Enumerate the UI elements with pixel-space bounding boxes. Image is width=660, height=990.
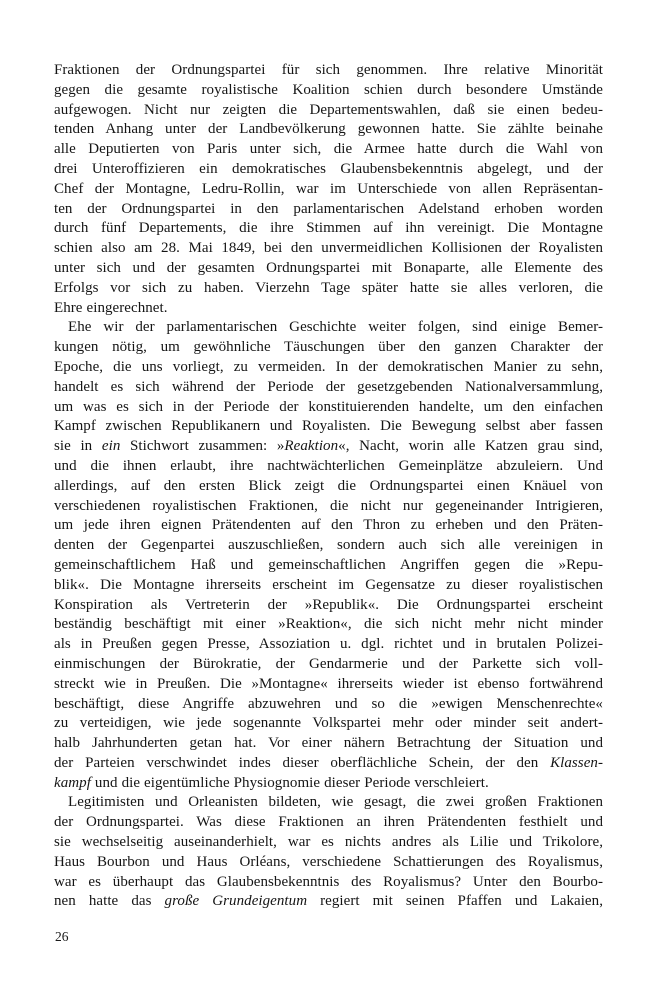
text-run: um jede ihren eignen Prätendenten auf den Thron zu erheben und den Präten- [54, 517, 603, 534]
page-number: 26 [55, 929, 69, 944]
text-line [54, 793, 603, 813]
text-run: verschiedenen royalistischen Fraktionen, die nicht nur gegeneinander Intrigieren, [54, 497, 603, 514]
paragraph [54, 793, 603, 912]
text-line [54, 576, 603, 596]
text-line [54, 714, 603, 734]
text-run: drei Unteroffizieren ein demokratisches Glaubensbekenntnis abgelegt, und der [54, 160, 603, 177]
text-run: nen hatte das [54, 893, 165, 910]
text-run: schien also am 28. Mai 1849, bei den unvermeidlichen Kollisionen der Royalisten [54, 240, 603, 257]
text-line [54, 774, 603, 794]
text-run: Ehe wir der parlamentarischen Geschichte weiter folgen, sind einige Bemer- [68, 319, 603, 336]
text-line [54, 378, 603, 398]
text-line [54, 596, 603, 616]
text-run: gegen die gesamte royalistische Koalition schien durch besondere Umstände [54, 81, 603, 98]
text-line [54, 497, 603, 517]
text-line [54, 615, 603, 635]
text-line [54, 734, 603, 754]
text-run: sie wechselseitig auseinanderhielt, war es nichts andres als Lilie und Trikolore, [54, 834, 603, 851]
text-run: Chef der Montagne, Ledru-Rollin, war im Unterschiede von allen Repräsentan- [54, 180, 603, 197]
text-line [54, 120, 603, 140]
text-run: handelt es sich während der Periode der gesetzgebenden Nationalversammlung, [54, 378, 603, 395]
text-line [54, 417, 603, 437]
text-line [54, 101, 603, 121]
text-line [54, 61, 603, 81]
paragraph [54, 61, 603, 318]
text-run: halb Jahrhunderten getan hat. Vor einer nähern Betrachtung der Situation und [54, 735, 603, 752]
text-run: beständig beschäftigt mit einer »Reaktion«, die sich nicht mehr nicht minder [54, 616, 603, 633]
text-run: «, Nacht, worin alle Katzen grau sind, [338, 438, 603, 455]
text-run: unter sich und der gesamten Ordnungspartei mit Bonaparte, alle Elemente des [54, 259, 603, 276]
text-run: Stichwort zusammen: » [120, 438, 285, 455]
text-line [54, 635, 603, 655]
text-run: alle Deputierten von Paris unter sich, die Armee hatte durch die Wahl von [54, 141, 603, 158]
text-line [54, 140, 603, 160]
text-line [54, 536, 603, 556]
text-run: einmischungen der Bürokratie, der Gendarmerie und der Parkette sich voll- [54, 655, 603, 672]
text-line [54, 813, 603, 833]
text-run: der Ordnungspartei. Was diese Fraktionen an ihren Prätendenten festhielt und [54, 814, 603, 831]
text-line [54, 655, 603, 675]
text-line [54, 338, 603, 358]
text-line [54, 754, 603, 774]
text-run: Haus Bourbon und Haus Orléans, verschiedene Schattierungen des Royalismus, [54, 853, 603, 870]
text-run: Fraktionen der Ordnungspartei für sich genommen. Ihre relative Minorität [54, 62, 603, 78]
text-run: kungen nötig, um gewöhnliche Täuschungen über den ganzen Charakter der [54, 339, 603, 356]
text-line [54, 695, 603, 715]
text-run: aufgewogen. Nicht nur zeigten die Departementswahlen, daß sie einen bedeu- [54, 101, 603, 118]
text-run: allerdings, auf den ersten Blick zeigt die Ordnungspartei einen Knäuel von [54, 477, 603, 494]
text-line [54, 318, 603, 338]
text-line [54, 833, 603, 853]
text-line [54, 853, 603, 873]
text-run: und die ihnen erlaubt, ihre nachtwächterlichen Gemeinplätze abzuleiern. Und [54, 457, 603, 474]
text-line [54, 457, 603, 477]
text-line [54, 279, 603, 299]
text-line [54, 873, 603, 893]
text-line [54, 200, 603, 220]
text-line [54, 259, 603, 279]
paragraph [54, 318, 603, 793]
text-run: und die eigentümliche Physiognomie dieser Periode verschleiert. [90, 774, 489, 791]
text-line [54, 180, 603, 200]
text-line [54, 239, 603, 259]
text-line [54, 675, 603, 695]
text-run: Ehre eingerechnet. [54, 299, 168, 316]
text-line [54, 219, 603, 239]
emphasized-text-run: ein [101, 438, 121, 455]
text-run: tenden Anhang unter der Landbevölkerung gewonnen hatte. Sie zählte beinahe [54, 121, 603, 138]
text-run: Epoche, die uns vorliegt, zu vermeiden. In der demokratischen Manier zu sehn, [54, 358, 603, 375]
text-line [54, 892, 603, 912]
text-run: durch fünf Departements, die ihre Stimmen auf ihn vereinigt. Die Montagne [54, 220, 603, 237]
text-line [54, 556, 603, 576]
text-run: regiert mit seinen Pfaffen und Lakaien, [307, 893, 603, 910]
text-run: als in Preußen gegen Presse, Assoziation u. dgl. richtet und in brutalen Polizei- [54, 636, 603, 653]
text-run: blik«. Die Montagne ihrerseits erscheint im Gegensatze zu dieser royalistischen [54, 576, 603, 593]
emphasized-text-run: kampf [54, 774, 91, 791]
text-line [54, 299, 603, 319]
text-block [54, 61, 603, 912]
text-run: der Parteien verschwindet indes dieser oberflächliche Schein, der den [54, 754, 551, 771]
text-run: um was es sich in der Periode der konstituierenden handelte, um den einfachen [54, 398, 603, 415]
emphasized-text-run: große Grundeigentum [164, 893, 308, 910]
text-line [54, 437, 603, 457]
text-line [54, 160, 603, 180]
text-run: sie in [54, 438, 102, 455]
text-line [54, 81, 603, 101]
text-run: gemeinschaftlichem Haß und gemeinschaftlichen Angriffen gegen die »Repu- [54, 556, 603, 573]
text-run: Legitimisten und Orleanisten bildeten, wie gesagt, die zwei großen Fraktionen [68, 794, 603, 811]
text-line [54, 398, 603, 418]
text-line [54, 477, 603, 497]
text-line [54, 516, 603, 536]
text-run: streckt wie in Preußen. Die »Montagne« ihrerseits wieder ist ebenso fortwährend [54, 675, 603, 692]
text-run: zu verteidigen, wie jede sogenannte Volkspartei mehr oder minder seit andert- [54, 715, 603, 732]
text-run: denten der Gegenpartei auszuschließen, sondern auch sich alle vereinigen in [54, 537, 603, 554]
text-line [54, 358, 603, 378]
emphasized-text-run: Reaktion [284, 438, 339, 455]
text-run: war es überhaupt das Glaubensbekenntnis des Royalismus? Unter den Bourbo- [54, 873, 603, 890]
text-run: Kampf zwischen Republikanern und Royalisten. Die Bewegung selbst aber fassen [54, 418, 603, 435]
emphasized-text-run: Klassen- [550, 754, 603, 771]
text-run: ten der Ordnungspartei in den parlamentarischen Adelstand erhoben worden [54, 200, 603, 217]
text-run: Erfolgs vor sich zu haben. Vierzehn Tage später hatte sie alles verloren, die [54, 279, 603, 296]
text-run: beschäftigt, diese Angriffe abzuwehren und so die »ewigen Menschenrechte« [54, 695, 603, 712]
text-run: Konspiration als Vertreterin der »Republik«. Die Ordnungspartei erscheint [54, 596, 603, 613]
